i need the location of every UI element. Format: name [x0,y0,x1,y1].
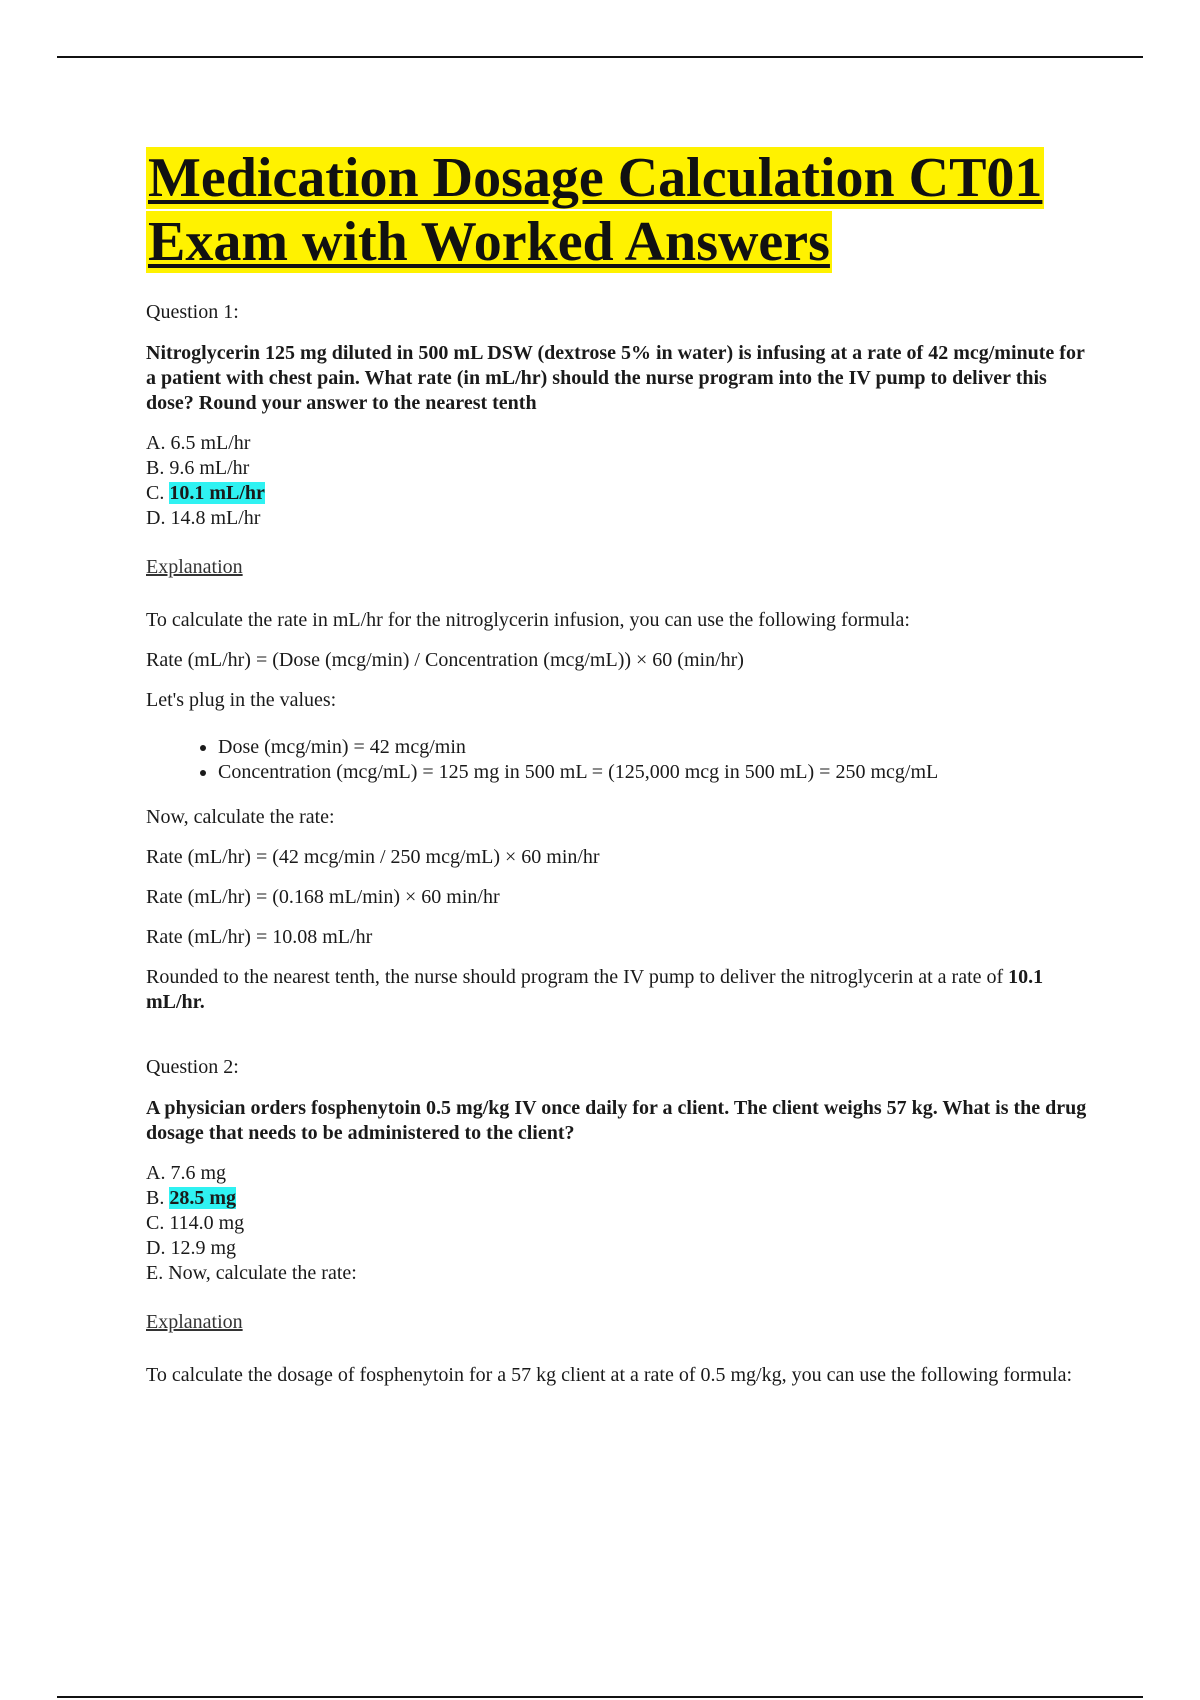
q1-explanation-p4: Now, calculate the rate: [146,806,335,828]
q1-explanation-p6: Rate (mL/hr) = (0.168 mL/min) × 60 min/hr [146,886,500,908]
q2-explanation-p1: To calculate the dosage of fosphenytoin for a 57 kg client at a rate of 0.5 mg/kg, you can use the following formula: [146,1364,1073,1386]
list-item: • Concentration (mcg/mL) = 125 mg in 500 mL = (125,000 mcg in 500 mL) = 250 mcg/mL [218,760,1096,785]
list-item: • Dose (mcg/min) = 42 mcg/min [218,735,1096,760]
title-line-1: Medication Dosage Calculation CT01 [148,147,1043,209]
q1-option-d: D. 14.8 mL/hr [146,507,261,529]
q1-option-a: A. 6.5 mL/hr [146,432,251,454]
question-2-options [146,1161,1096,1286]
question-1-label: Question 1: [146,301,239,323]
q1-option-c-correct: C. 10.1 mL/hr [146,482,265,504]
q2-option-d: D. 12.9 mg [146,1237,237,1259]
document-title [146,146,1096,274]
q2-option-a: A. 7.6 mg [146,1162,227,1184]
header-rule [57,56,1143,58]
question-2-label: Question 2: [146,1056,239,1078]
q1-explanation-conclusion: Rounded to the nearest tenth, the nurse should program the IV pump to deliver the nitroglycerin at a rate of 10.1 mL/hr. [146,966,1044,1013]
q1-explanation-p3: Let's plug in the values: [146,689,337,711]
q2-option-e: E. Now, calculate the rate: [146,1262,357,1284]
correct-answer-highlight: 10.1 mL/hr [169,482,265,504]
q1-explanation-p7: Rate (mL/hr) = 10.08 mL/hr [146,926,373,948]
title-line-2: Exam with Worked Answers [148,211,830,273]
footer-rule [57,1696,1143,1698]
question-1-text: Nitroglycerin 125 mg diluted in 500 mL DSW (dextrose 5% in water) is infusing at a rate of 42 mcg/minute for a patient with chest pain. What rate (in mL/hr) should the nurse program into the IV pump to deliver this dose? Round your answer to the nearest tenth [146,342,1085,414]
document-page [146,146,1096,1403]
correct-answer-highlight: 28.5 mg [169,1187,237,1209]
q2-explanation-heading: Explanation [146,1311,243,1333]
q2-option-b-correct: B. 28.5 mg [146,1187,237,1209]
question-2-text: A physician orders fosphenytoin 0.5 mg/kg IV once daily for a client. The client weighs 57 kg. What is the drug dosage that needs to be administered to the client? [146,1097,1087,1144]
question-1-options [146,431,1096,531]
q1-explanation-formula: Rate (mL/hr) = (Dose (mcg/min) / Concentration (mcg/mL)) × 60 (min/hr) [146,649,744,671]
q1-option-b: B. 9.6 mL/hr [146,457,250,479]
q1-explanation-heading: Explanation [146,556,243,578]
q1-explanation-p5: Rate (mL/hr) = (42 mcg/min / 250 mcg/mL) × 60 min/hr [146,846,600,868]
q1-explanation-p1: To calculate the rate in mL/hr for the nitroglycerin infusion, you can use the following formula: [146,609,910,631]
q2-option-c: C. 114.0 mg [146,1212,245,1234]
q1-values-list [146,735,1096,785]
